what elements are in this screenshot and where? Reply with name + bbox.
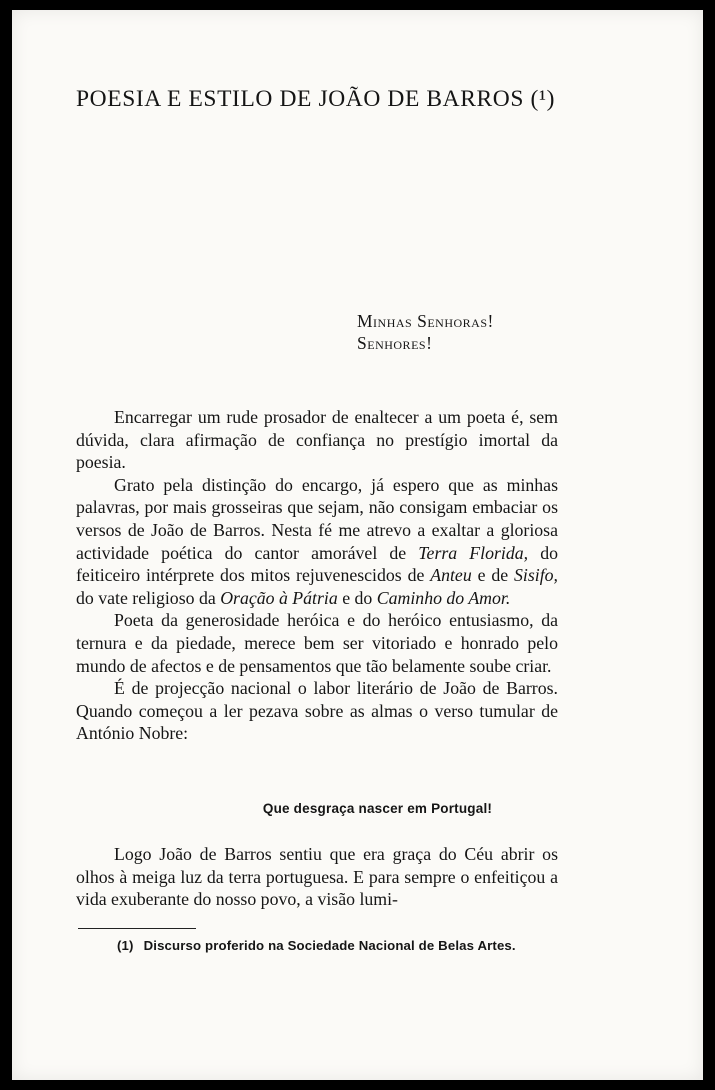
page-title <box>76 86 555 113</box>
footnote-mark: (1) <box>117 938 134 953</box>
footnote-divider <box>78 928 196 929</box>
paragraph-1: Encarregar um rude prosador de enaltecer a um poeta é, sem dúvida, clara afirmação de confiança no prestígio imortal da poesia. <box>76 407 558 473</box>
paragraph-2-part: e de <box>471 565 515 586</box>
paragraph-3: Poeta da generosidade heróica e do heróico entusiasmo, da ternura e da piedade, merece bem ser vitoriado e honrado pelo mundo de afectos e de pensamentos que tão belamente soube criar. <box>76 610 558 676</box>
paragraph-5: Logo João de Barros sentiu que era graça do Céu abrir os olhos à meiga luz da terra portuguesa. E para sempre o enfeitiçou a vida exuberante do nosso povo, a visão lumi- <box>76 844 558 910</box>
title-sisifo: Sisifo, <box>514 565 558 586</box>
paragraph-2-part: do vate religioso da <box>76 587 221 608</box>
footnote-text: Discurso proferido na Sociedade Nacional de Belas Artes. <box>143 938 516 953</box>
title-text: POESIA E ESTILO DE JOÃO DE BARROS <box>76 86 525 112</box>
title-oracao-a-patria: Oração à Pátria <box>220 587 338 608</box>
salutation <box>357 310 494 354</box>
title-terra-florida: Terra Florida, <box>418 542 529 563</box>
title-note-ref: (¹) <box>530 86 556 112</box>
document-page <box>12 10 703 1080</box>
paragraph-4: É de projecção nacional o labor literário de João de Barros. Quando começou a ler pezava sobre as almas o verso tumular de António Nobre: <box>76 678 558 744</box>
paragraph-2-part: do feiticeiro intérprete dos mitos rejuvenescidos de <box>76 542 558 586</box>
title-caminho-do-amor: Caminho do Amor. <box>376 587 511 608</box>
quoted-verse: Que desgraça nascer em Portugal! <box>262 801 493 816</box>
title-anteu: Anteu <box>430 565 472 586</box>
paragraph-2 <box>76 474 558 610</box>
salutation-line-1: Minhas Senhoras! <box>357 311 494 331</box>
salutation-line-2: Senhores! <box>357 333 433 353</box>
closing-text <box>76 843 558 911</box>
paragraph-2-part: e do <box>337 587 377 608</box>
paragraph-2-part: Grato pela distinção do encargo, já espero que as minhas palavras, por mais grosseiras que sejam, não consigam embaciar os versos de João de Barros. Nesta fé me atrevo a exaltar a gloriosa actividade poética do cantor amorável de <box>76 474 558 563</box>
footnote <box>117 938 516 953</box>
body-text <box>76 406 558 745</box>
